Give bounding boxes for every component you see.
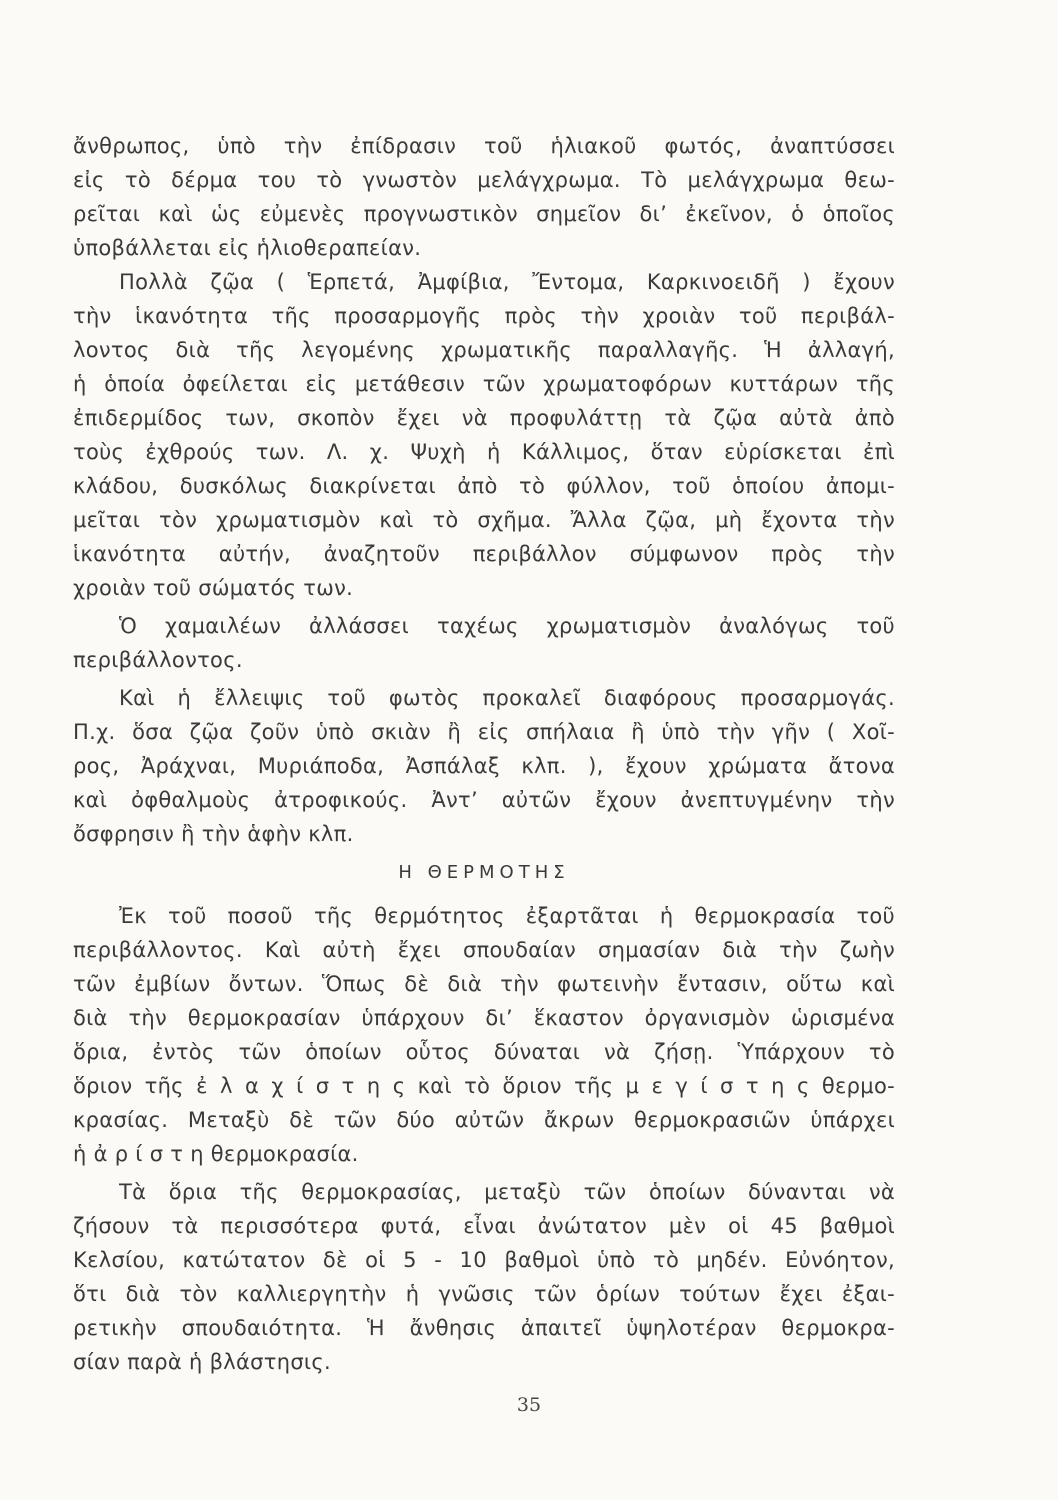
text-line: ὑποβάλλεται εἰς ἡλιοθεραπείαν. [73,236,422,260]
text-line: σίαν παρὰ ἡ βλάστησις. [73,1350,331,1374]
text-line: ρος, Ἀράχναι, Μυριάποδα, Ἀσπάλαξ κλπ. ), ἔχουν χρώματα ἄτονα [73,754,895,778]
text-line: μεῖται τὸν χρωματισμὸν καὶ τὸ σχῆμα. Ἄλλα ζῷα, μὴ ἔχοντα τὴν [73,508,895,532]
text-line: Πολλὰ ζῷα ( Ἑρπετά, Ἀμφίβια, Ἔντομα, Καρκινοειδῆ ) ἔχουν [119,270,895,294]
text-line: ἄνθρωπος, ὑπὸ τὴν ἐπίδρασιν τοῦ ἡλιακοῦ φωτός, ἀναπτύσσει [73,134,895,158]
text-line: ἱκανότητα αὐτήν, ἀναζητοῦν περιβάλλον σύμφωνον πρὸς τὴν [73,542,895,566]
text-line: Κελσίου, κατώτατον δὲ οἱ 5 - 10 βαθμοὶ ὑπὸ τὸ μηδέν. Εὐνόητον, [73,1248,895,1272]
text-line: τὴν ἱκανότητα τῆς προσαρμογῆς πρὸς τὴν χροιὰν τοῦ περιβάλ- [73,304,895,328]
text-line: εἰς τὸ δέρμα του τὸ γνωστὸν μελάγχρωμα. Τὸ μελάγχρωμα θεω- [73,168,895,192]
text-line: ἡ ὁποία ὀφείλεται εἰς μετάθεσιν τῶν χρωματοφόρων κυττάρων τῆς [73,372,895,396]
text-line: ὅτι διὰ τὸν καλλιεργητὴν ἡ γνῶσις τῶν ὁρίων τούτων ἔχει ἐξαι- [73,1282,895,1306]
text-line: Καὶ ἡ ἔλλειψις τοῦ φωτὸς προκαλεῖ διαφόρους προσαρμογάς. [119,686,895,710]
page-number: 35 [516,1394,542,1416]
text-line: ὅρια, ἐντὸς τῶν ὁποίων οὗτος δύναται νὰ ζήσῃ. Ὑπάρχουν τὸ [73,1040,895,1064]
text-line: τῶν ἐμβίων ὄντων. Ὅπως δὲ διὰ τὴν φωτεινὴν ἔντασιν, οὕτω καὶ [73,972,895,996]
text-line: ἐπιδερμίδος των, σκοπὸν ἔχει νὰ προφυλάττῃ τὰ ζῷα αὐτὰ ἀπὸ [73,406,895,430]
text-line: περιβάλλοντος. Καὶ αὐτὴ ἔχει σπουδαίαν σημασίαν διὰ τὴν ζωὴν [73,938,895,962]
text-line: ἡ ἀ ρ ί σ τ η θερμοκρασία. [73,1142,359,1166]
text-line: κλάδου, δυσκόλως διακρίνεται ἀπὸ τὸ φύλλον, τοῦ ὁποίου ἀπομι- [73,474,895,498]
text-line: λοντος διὰ τῆς λεγομένης χρωματικῆς παραλλαγῆς. Ἡ ἀλλαγή, [73,338,895,362]
text-line: καὶ ὀφθαλμοὺς ἀτροφικούς. Ἀντ’ αὐτῶν ἔχουν ἀνεπτυγμένην τὴν [73,788,895,812]
text-line: Π.χ. ὅσα ζῷα ζοῦν ὑπὸ σκιὰν ἢ εἰς σπήλαια ἢ ὑπὸ τὴν γῆν ( Χοῖ- [73,720,895,744]
section-heading: Η ΘΕΡΜΟΤΗΣ [398,862,570,883]
text-line: ρετικὴν σπουδαιότητα. Ἡ ἄνθησις ἀπαιτεῖ ὑψηλοτέραν θερμοκρα- [73,1316,895,1340]
text-line: Ὁ χαμαιλέων ἀλλάσσει ταχέως χρωματισμὸν ἀναλόγως τοῦ [119,614,895,638]
text-line: χροιὰν τοῦ σώματός των. [73,576,354,600]
text-line: Τὰ ὅρια τῆς θερμοκρασίας, μεταξὺ τῶν ὁποίων δύνανται νὰ [119,1180,895,1204]
text-line: διὰ τὴν θερμοκρασίαν ὑπάρχουν δι’ ἕκαστον ὀργανισμὸν ὡρισμένα [73,1006,895,1030]
text-line: ὄσφρησιν ἢ τὴν ἁφὴν κλπ. [73,822,354,846]
text-line: ζήσουν τὰ περισσότερα φυτά, εἶναι ἀνώτατον μὲν οἱ 45 βαθμοὶ [73,1214,895,1238]
text-line: ρεῖται καὶ ὡς εὐμενὲς προγνωστικὸν σημεῖον δι’ ἐκεῖνον, ὁ ὁποῖος [73,202,895,226]
text-line: Ἐκ τοῦ ποσοῦ τῆς θερμότητος ἐξαρτᾶται ἡ θερμοκρασία τοῦ [119,904,895,928]
text-line: περιβάλλοντος. [73,648,243,672]
text-line: τοὺς ἐχθρούς των. Λ. χ. Ψυχὴ ἡ Κάλλιμος, ὅταν εὑρίσκεται ἐπὶ [73,440,895,464]
text-line: κρασίας. Μεταξὺ δὲ τῶν δύο αὐτῶν ἄκρων θερμοκρασιῶν ὑπάρχει [73,1108,895,1132]
text-line: ὅριον τῆς ἐ λ α χ ί σ τ η ς καὶ τὸ ὅριον τῆς μ ε γ ί σ τ η ς θερμο- [73,1074,895,1098]
